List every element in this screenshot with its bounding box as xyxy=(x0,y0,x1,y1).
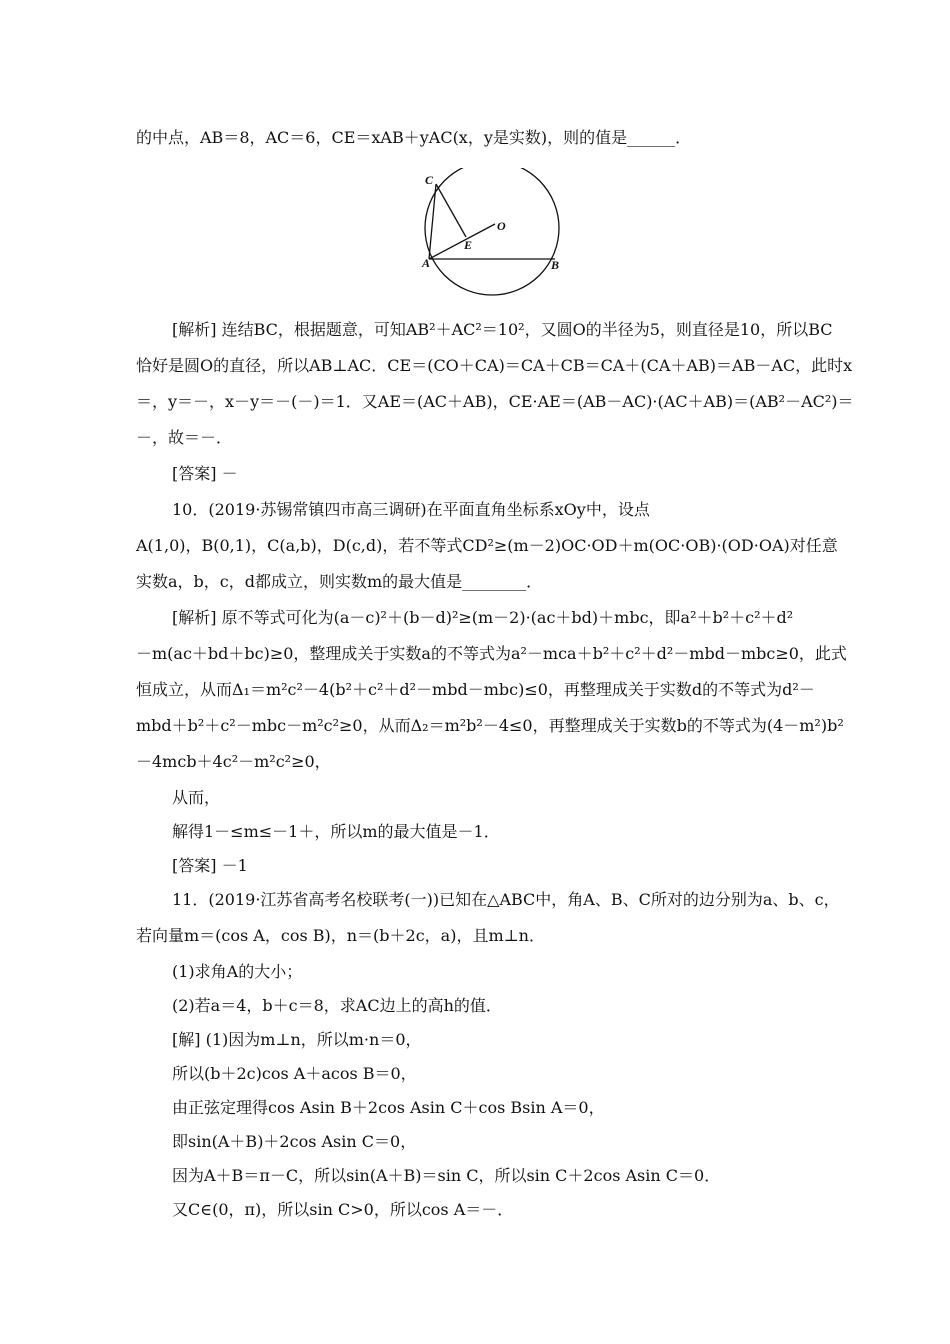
segment-ce xyxy=(436,184,466,237)
problem-10-line-2: A(1,0)，B(0,1)，C(a,b)，D(c,d)，若不等式CD²≥(m－2)OC·OD＋m(OC·OB)·(OD·OA)对任意 xyxy=(136,536,838,555)
solution-11-line-5: 因为A＋B＝π－C，所以sin(A＋B)＝sin C，所以sin C＋2cos Asin C＝0． xyxy=(172,1166,721,1185)
analysis-10-line-5: －4mcb＋4c²－m²c²≥0， xyxy=(136,752,331,771)
analysis-10-line-3: 恒成立，从而Δ₁＝m²c²－4(b²＋c²＋d²－mbd－mbc)≤0，再整理成关于实数d的不等式为d²－ xyxy=(136,680,815,699)
solution-11-line-4: 即sin(A＋B)＋2cos Asin C＝0， xyxy=(172,1132,417,1151)
problem-11-part-2: (2)若a＝4，b＋c＝8，求AC边上的高h的值． xyxy=(172,996,502,1015)
analysis-line-1: [解析] 连结BC，根据题意，可知AB²＋AC²＝10²，又圆O的半径为5，则直径是10，所以BC xyxy=(172,320,833,339)
analysis-10-line-6: 从而， xyxy=(172,788,221,807)
analysis-10-line-4: mbd＋b²＋c²－mbc－m²c²≥0，从而Δ₂＝m²b²－4≤0，再整理成关于实数b的不等式为(4－m²)b² xyxy=(136,716,844,735)
solution-11-line-1: [解] (1)因为m⊥n，所以m·n＝0， xyxy=(172,1030,422,1049)
problem-11-line-1: 11．(2019·江苏省高考名校联考(一))已知在△ABC中，角A、B、C所对的边分别为a、b、c， xyxy=(172,890,840,909)
analysis-line-3: ＝，y＝－，x－y＝－(－)＝1．又AE＝(AC＋AB)，CE·AE＝(AB－AC)·(AC＋AB)＝(AB²－AC²)＝ xyxy=(136,392,854,411)
label-e: E xyxy=(464,238,473,252)
problem-10-line-1: 10．(2019·苏锡常镇四市高三调研)在平面直角坐标系xOy中，设点 xyxy=(172,500,650,519)
circle-figure xyxy=(415,168,565,296)
problem-11-part-1: (1)求角A的大小； xyxy=(172,962,303,981)
analysis-10-line-2: －m(ac＋bd＋bc)≥0，整理成关于实数a的不等式为a²－mca＋b²＋c²＋d²－mbd－mbc≥0，此式 xyxy=(136,644,847,663)
problem-9-tail: 的中点，AB＝8，AC＝6，CE＝xAB＋yAC(x，y是实数)，则的值是______． xyxy=(136,128,692,147)
circle-o xyxy=(425,168,559,295)
answer-10: [答案] －1 xyxy=(172,856,248,875)
problem-10-line-3: 实数a，b，c，d都成立，则实数m的最大值是________． xyxy=(136,572,543,591)
analysis-line-4: －，故＝－． xyxy=(136,428,233,447)
label-a: A xyxy=(422,256,431,270)
solution-11-line-6: 又C∈(0，π)，所以sin C>0，所以cos A＝－． xyxy=(172,1200,514,1219)
label-o: O xyxy=(497,219,506,233)
solution-11-line-2: 所以(b＋2c)cos A＋acos B＝0， xyxy=(172,1064,417,1083)
solution-11-line-3: 由正弦定理得cos Asin B＋2cos Asin C＋cos Bsin A＝0， xyxy=(172,1098,605,1117)
analysis-line-2: 恰好是圆O的直径，所以AB⊥AC．CE＝(CO＋CA)＝CA＋CB＝CA＋(CA＋AB)＝AB－AC，此时x xyxy=(136,356,853,375)
label-b: B xyxy=(551,258,560,272)
problem-11-line-2: 若向量m＝(cos A，cos B)，n＝(b＋2c，a)，且m⊥n． xyxy=(136,926,545,945)
label-c: C xyxy=(425,173,434,187)
analysis-10-line-7: 解得1－≤m≤－1＋，所以m的最大值是－1． xyxy=(172,822,500,841)
segment-ac xyxy=(429,184,436,259)
answer-9: [答案] － xyxy=(172,464,238,483)
analysis-10-line-1: [解析] 原不等式可化为(a－c)²＋(b－d)²≥(m－2)·(ac＋bd)＋mbc，即a²＋b²＋c²＋d² xyxy=(172,608,794,627)
